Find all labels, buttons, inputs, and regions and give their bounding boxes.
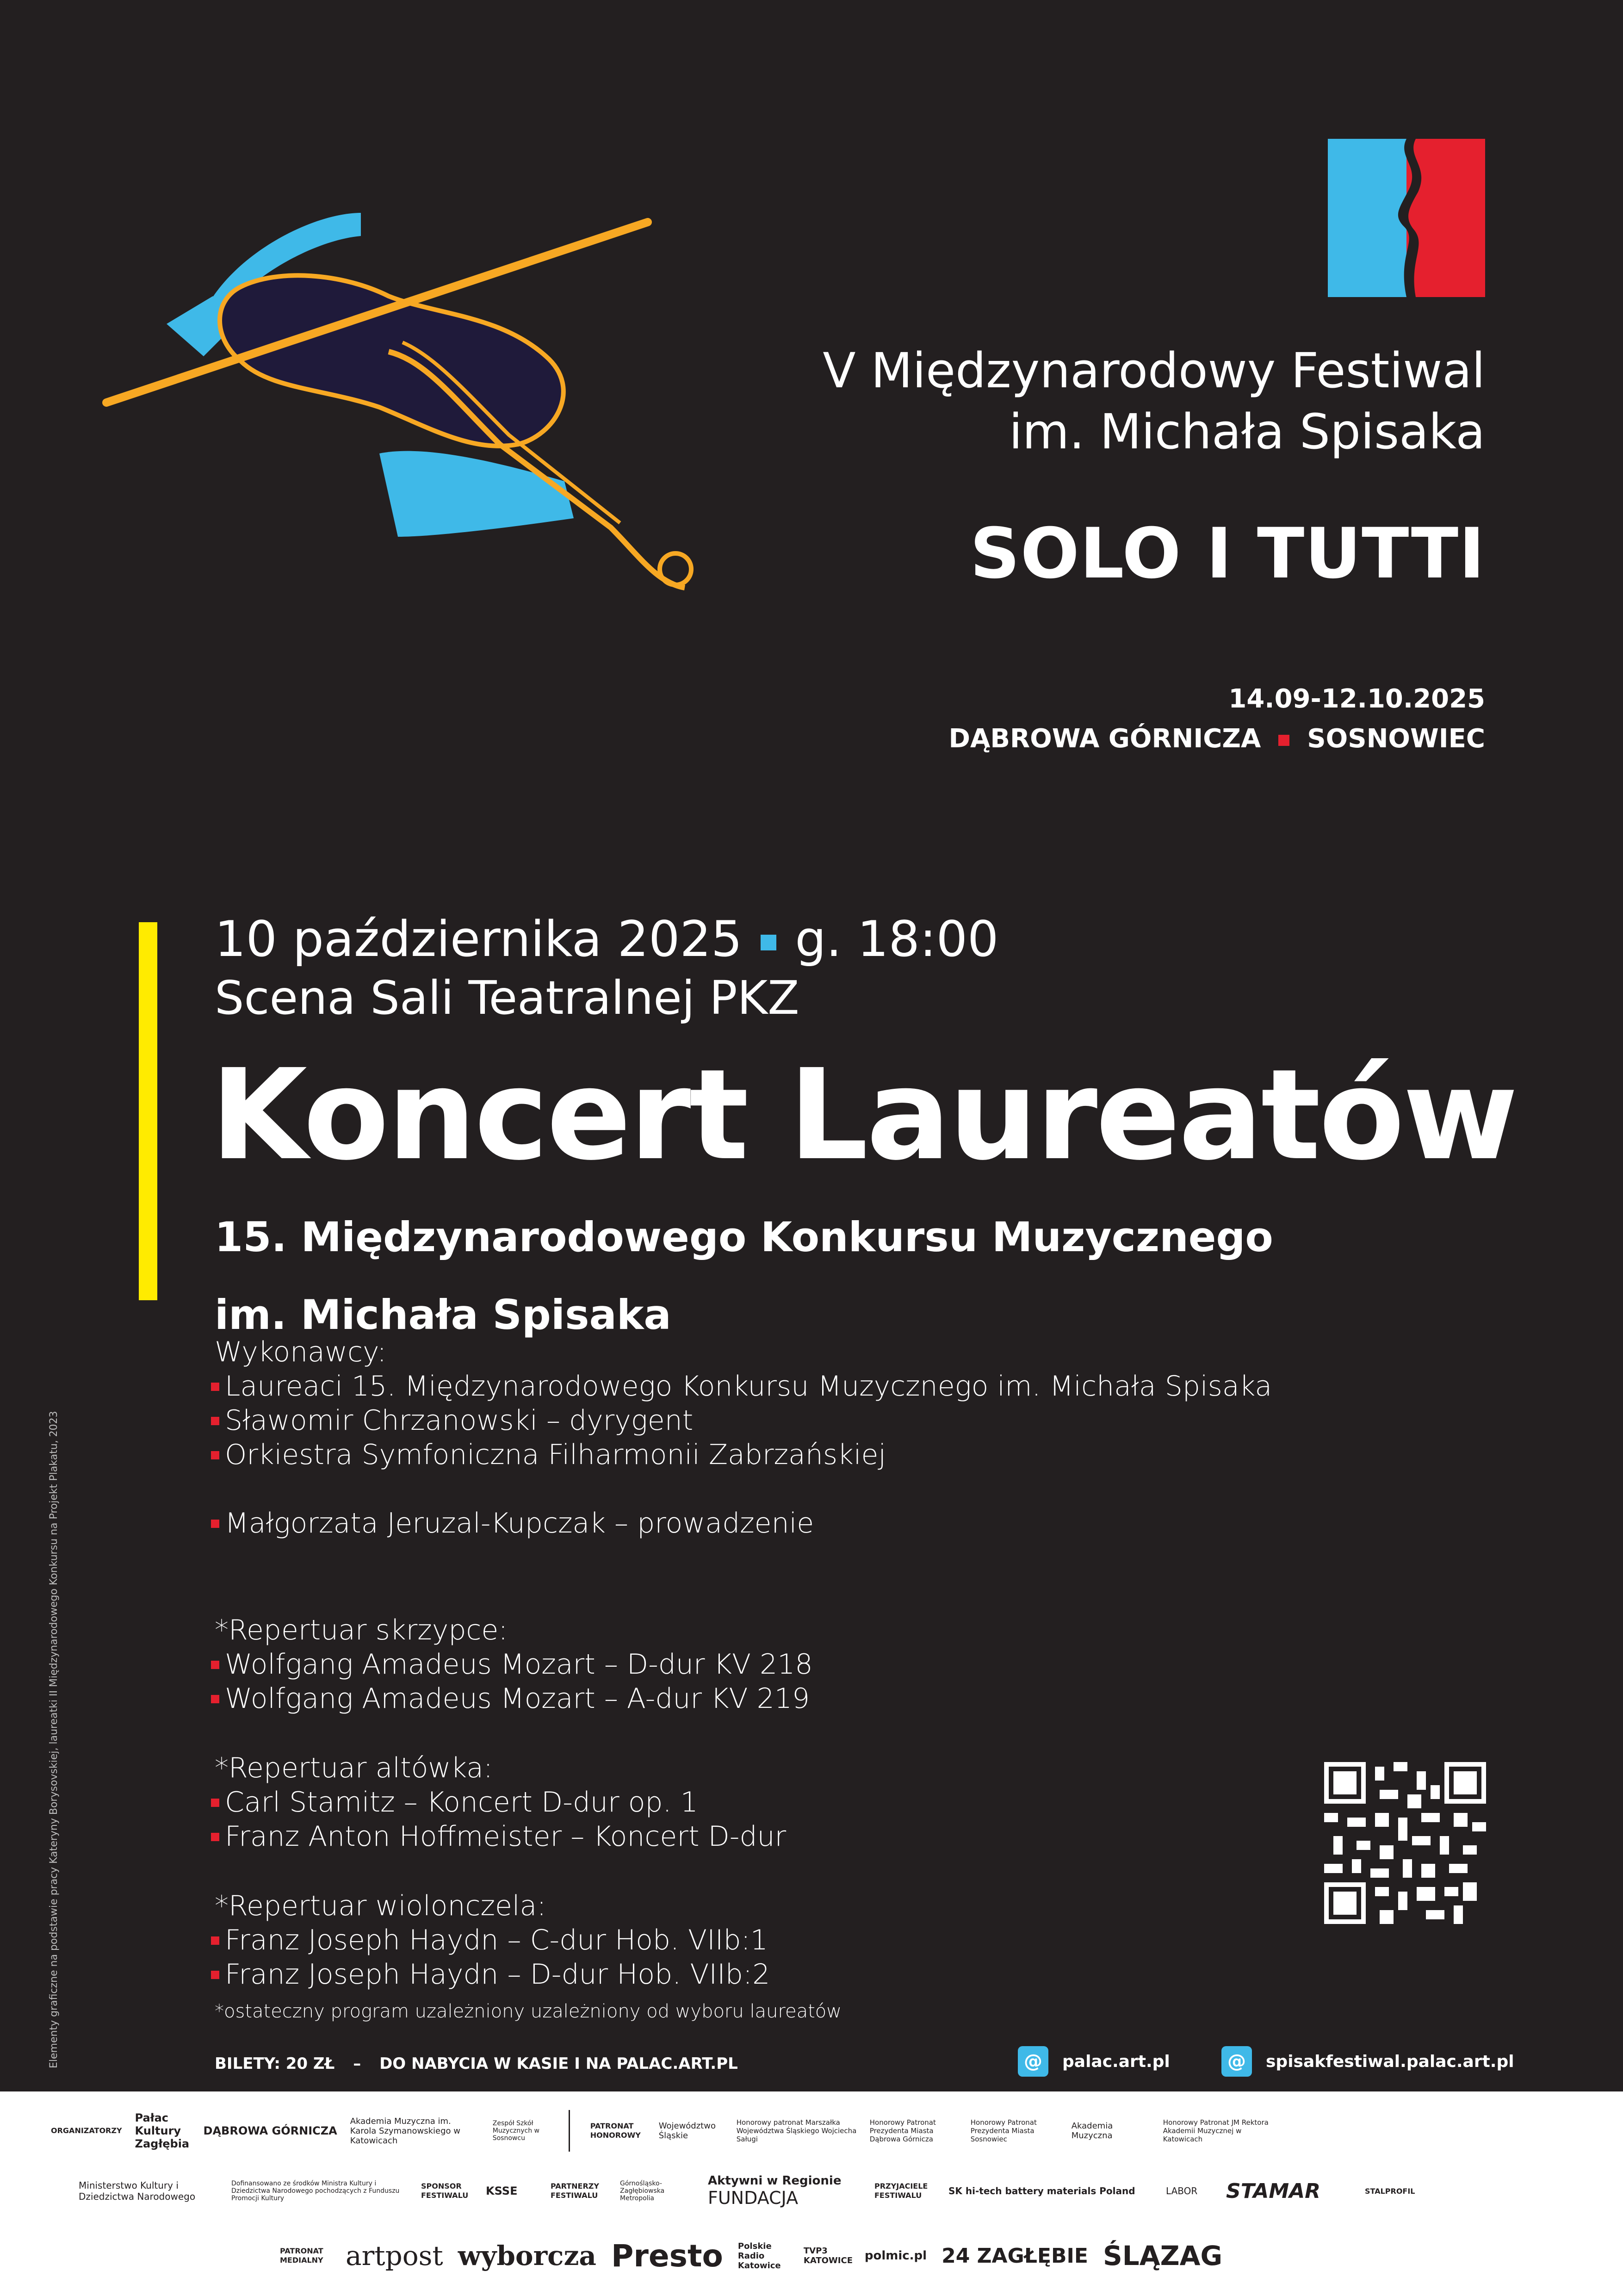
repertoire-cello — [215, 1889, 770, 1992]
globe-icon: @ — [1221, 2046, 1252, 2077]
event-date — [215, 907, 998, 972]
footer-sponsors — [0, 2091, 1623, 2296]
divider — [569, 2110, 570, 2152]
logo-wyborcza: wyborcza — [458, 2240, 596, 2271]
logo-wojewodztwo: Województwo Śląskie — [658, 2121, 716, 2141]
repertoire-viola — [215, 1751, 786, 1854]
festival-dates: 14.09-12.10.2025 — [1228, 684, 1485, 714]
logo-stamar: STAMAR — [1226, 2179, 1321, 2203]
competition-name — [215, 1198, 1273, 1354]
logo-tvp3: TVP3 KATOWICE — [803, 2246, 853, 2265]
footer-row-sponsors — [0, 2166, 1623, 2216]
logo-metropolia: Górnośląsko-Zagłębiowska Metropolia — [620, 2180, 665, 2202]
festival-title-line1: V Międzynarodowy Festiwal — [823, 342, 1485, 399]
list-item: Wolfgang Amadeus Mozart – A-dur KV 219 — [215, 1682, 813, 1716]
logo-sk: SK hi-tech battery materials Poland — [948, 2185, 1135, 2197]
patronage-label: PATRONAT HONOROWY — [590, 2122, 641, 2140]
logo-slazag: ŚLĄZAG — [1103, 2240, 1223, 2271]
logo-polskie-radio: Polskie Radio Katowice — [737, 2241, 781, 2271]
footer-row-media — [0, 2230, 1623, 2281]
logo-dabrowa: DĄBROWA GÓRNICZA — [203, 2124, 337, 2137]
list-item: Franz Anton Hoffmeister – Koncert D-dur — [215, 1819, 786, 1854]
logo-stalprofil: STALPROFIL — [1365, 2186, 1415, 2196]
performers-list — [215, 1335, 1272, 1540]
profile-icon — [1328, 139, 1485, 297]
globe-icon: @ — [1018, 2046, 1048, 2077]
repertoire-heading: *Repertuar wiolonczela: — [215, 1890, 546, 1922]
host-item: Małgorzata Jeruzal-Kupczak – prowadzenie — [215, 1506, 1272, 1540]
logo-akademia-2: Akademia Muzyczna — [1071, 2121, 1113, 2141]
website-text: palac.art.pl — [1062, 2052, 1170, 2071]
patron-dabrowa: Honorowy Patronat Prezydenta Miasta Dąbrowa Górnicza — [869, 2118, 936, 2143]
list-item: Franz Joseph Haydn – C-dur Hob. VIIb:1 — [215, 1923, 770, 1957]
festival-logo — [1328, 139, 1485, 297]
festival-subtitle: SOLO I TUTTI — [970, 514, 1485, 594]
logo-artpost: artpost — [346, 2240, 443, 2271]
repertoire-violin — [215, 1613, 813, 1716]
list-item: Laureaci 15. Międzynarodowego Konkursu Muzycznego im. Michała Spisaka — [215, 1369, 1272, 1403]
event-date-text: 10 października 2025 — [215, 911, 743, 968]
event-place: Scena Sali Teatralnej PKZ — [215, 971, 799, 1025]
repertoire-heading: *Repertuar altówka: — [215, 1752, 493, 1784]
city-dabrowa: DĄBROWA GÓRNICZA — [948, 724, 1261, 754]
ticket-price: BILETY: 20 ZŁ — [215, 2054, 335, 2073]
patron-sosnowiec: Honorowy Patronat Prezydenta Miasta Sosnowiec — [970, 2118, 1037, 2143]
tickets-info — [215, 2054, 738, 2073]
logo-polmic: polmic.pl — [864, 2249, 927, 2263]
partners-label: PARTNERZY FESTIWALU — [551, 2182, 599, 2200]
media-label: PATRONAT MEDIALNY — [280, 2246, 323, 2265]
logo-ksse: KSSE — [486, 2184, 518, 2197]
logo-zsm: Zespół Szkół Muzycznych w Sosnowcu — [492, 2120, 539, 2142]
list-item: Sławomir Chrzanowski – dyrygent — [215, 1403, 1272, 1438]
competition-line1: 15. Międzynarodowego Konkursu Muzycznego — [215, 1213, 1273, 1261]
list-item: Carl Stamitz – Koncert D-dur op. 1 — [215, 1785, 786, 1819]
funding-note: Dofinansowano ze środków Ministra Kultury i Dziedzictwa Narodowego pochodzących z Funduszu Promocji Kultury — [231, 2180, 400, 2202]
list-item: Orkiestra Symfoniczna Filharmonii Zabrzańskiej — [215, 1438, 1272, 1472]
patron-marszalek: Honorowy patronat Marszałka Województwa Śląskiego Wojciecha Saługi — [736, 2118, 857, 2143]
repertoire-heading: *Repertuar skrzypce: — [215, 1614, 508, 1646]
logo-presto: Presto — [611, 2238, 723, 2274]
concert-title: Koncert Laureatów — [211, 1042, 1517, 1188]
footer-row-organizers — [0, 2105, 1623, 2156]
organizers-label: ORGANIZATORZY — [51, 2126, 122, 2135]
ticket-dash: – — [353, 2054, 361, 2073]
website-text: spisakfestiwal.palac.art.pl — [1266, 2052, 1514, 2071]
website-link-palac[interactable] — [1018, 2046, 1170, 2077]
patron-rektor: Honorowy Patronat JM Rektora Akademii Muzycznej w Katowicach — [1163, 2118, 1269, 2143]
logo-labor: LABOR — [1166, 2185, 1198, 2197]
red-square-icon — [1278, 735, 1289, 746]
logo-24-zaglebie: 24 ZAGŁĘBIE — [942, 2244, 1088, 2268]
festival-cities — [949, 724, 1485, 754]
friends-label: PRZYJACIELE FESTIWALU — [874, 2182, 928, 2200]
violin-illustration — [102, 204, 759, 611]
logo-palac: Pałac Kultury Zagłębia — [135, 2111, 190, 2150]
list-item: Wolfgang Amadeus Mozart – D-dur KV 218 — [215, 1647, 813, 1682]
performers-heading: Wykonawcy: — [215, 1336, 387, 1368]
logo-fundacja — [708, 2174, 861, 2208]
list-item: Franz Joseph Haydn – D-dur Hob. VIIb:2 — [215, 1957, 770, 1992]
fundacja-top: Aktywni w Regionie — [708, 2174, 842, 2188]
qr-code[interactable] — [1324, 1762, 1486, 1924]
competition-line2: im. Michała Spisaka — [215, 1291, 671, 1339]
yellow-accent-bar — [139, 922, 157, 1300]
festival-title — [823, 340, 1485, 462]
program-note: *ostateczny program uzależniony uzależniony od wyboru laureatów — [215, 2001, 842, 2022]
graphic-credit: Elementy graficzne na podstawie pracy Kateryny Borysovskiej, laureatki II Międzynarodowego Konkursu na Projekt Plakatu, 2023 — [48, 1411, 60, 2068]
logo-akademia: Akademia Muzyczna im. Karola Szymanowskiego w Katowicach — [350, 2116, 461, 2146]
blue-square-icon — [761, 935, 776, 950]
festival-title-line2: im. Michała Spisaka — [1009, 403, 1485, 460]
logo-ministerstwo: Ministerstwo Kultury i Dziedzictwa Narodowego — [79, 2180, 196, 2202]
website-link-spisak[interactable] — [1221, 2046, 1514, 2077]
fundacja-bottom: FUNDACJA — [708, 2188, 799, 2208]
city-sosnowiec: SOSNOWIEC — [1307, 724, 1485, 754]
event-time: g. 18:00 — [795, 911, 999, 968]
ticket-where: DO NABYCIA W KASIE I NA PALAC.ART.PL — [379, 2054, 738, 2073]
sponsor-label: SPONSOR FESTIWALU — [421, 2182, 469, 2200]
